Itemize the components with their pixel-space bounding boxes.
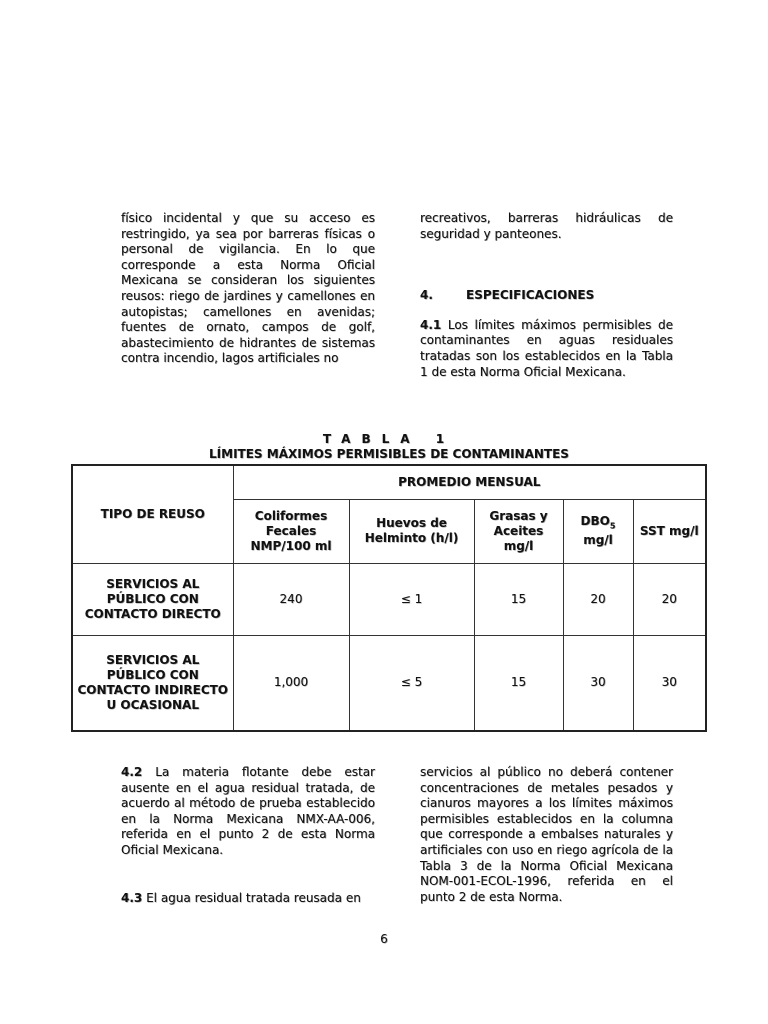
- table-row: [72, 635, 706, 731]
- limits-table: [71, 464, 707, 732]
- section-number: 4.: [420, 288, 433, 303]
- header-dbo-unit: mg/l: [583, 533, 613, 548]
- clause-4-2-text: La materia flotante debe estar ausente en el agua residual tratada, de acuerdo al método de prueba establecido en la Norma Mexicana NMX-AA-006, referida en el punto 2 de esta Norma Oficial Mexicana.: [121, 765, 375, 857]
- right-top-paragraph: recreativos, barreras hidráulicas de seguridad y panteones.: [420, 211, 673, 241]
- row1-reuse: SERVICIOS AL PÚBLICO CON CONTACTO DIRECTO: [72, 563, 233, 635]
- clause-4-1: [420, 318, 673, 380]
- header-dbo: [563, 499, 633, 563]
- row1-grasas: 15: [474, 563, 563, 635]
- clause-4-1-number: 4.1: [420, 317, 442, 332]
- right-column-top: [420, 211, 673, 380]
- clause-4-1-text: Los límites máximos permisibles de contaminantes en aguas residuales tratadas son los establecidos en la Tabla 1 de esta Norma Oficial Mexicana.: [420, 317, 673, 379]
- header-dbo-sub: 5: [609, 521, 616, 531]
- row1-sst: 20: [633, 563, 706, 635]
- row2-grasas: 15: [474, 635, 563, 731]
- clause-4-2-number: 4.2: [121, 765, 143, 779]
- right-bottom-paragraph: servicios al público no deberá contener concentraciones de metales pesados y cianuros mayores a los límites máximos permisibles establecidos en la columna que corresponde a embalses naturales y artificiales con uso en riego agrícola de la Tabla 3 de la Norma Oficial Mexicana NOM-001-ECOL-1996, referida en el punto 2 de esta Norma.: [420, 765, 673, 904]
- left-column-top: [121, 211, 375, 367]
- row2-huevos: ≤ 5: [349, 635, 474, 731]
- row1-dbo: 20: [563, 563, 633, 635]
- clause-4-3-number: 4.3: [121, 890, 143, 905]
- right-column-bottom: [420, 765, 673, 905]
- row2-reuse: SERVICIOS AL PÚBLICO CON CONTACTO INDIRECTO U OCASIONAL: [72, 635, 233, 731]
- clause-4-2: [121, 765, 375, 859]
- header-reuse-type: TIPO DE REUSO: [72, 465, 233, 563]
- header-coliformes: Coliformes Fecales NMP/100 ml: [233, 499, 349, 563]
- section-title: ESPECIFICACIONES: [466, 288, 595, 303]
- row1-huevos: ≤ 1: [349, 563, 474, 635]
- header-huevos: Huevos de Helminto (h/l): [349, 499, 474, 563]
- table-title-number: TABLA 1: [322, 432, 456, 446]
- clause-4-3: [121, 891, 375, 907]
- table-row: [72, 563, 706, 635]
- row1-coliformes: 240: [233, 563, 349, 635]
- header-monthly-average: PROMEDIO MENSUAL: [233, 465, 706, 499]
- header-dbo-label: DBO: [580, 513, 610, 528]
- table-title: LÍMITES MÁXIMOS PERMISIBLES DE CONTAMINANTES: [209, 447, 569, 461]
- row2-sst: 30: [633, 635, 706, 731]
- page-number: 6: [380, 932, 388, 946]
- row2-coliformes: 1,000: [233, 635, 349, 731]
- row2-dbo: 30: [563, 635, 633, 731]
- clause-4-3-text: El agua residual tratada reusada en: [146, 890, 361, 905]
- section-heading: [420, 288, 673, 304]
- left-column-bottom: [121, 765, 375, 906]
- left-top-paragraph: físico incidental y que su acceso es restringido, ya sea por barreras físicas o personal de vigilancia. En lo que corresponde a esta Norma Oficial Mexicana se consideran los siguientes reusos: riego de jardines y camellones en autopistas; camellones en avenidas; fuentes de ornato, campos de golf, abastecimiento de hidrantes de sistemas contra incendio, lagos artificiales no: [121, 211, 375, 366]
- header-sst: SST mg/l: [633, 499, 706, 563]
- header-grasas: Grasas y Aceites mg/l: [474, 499, 563, 563]
